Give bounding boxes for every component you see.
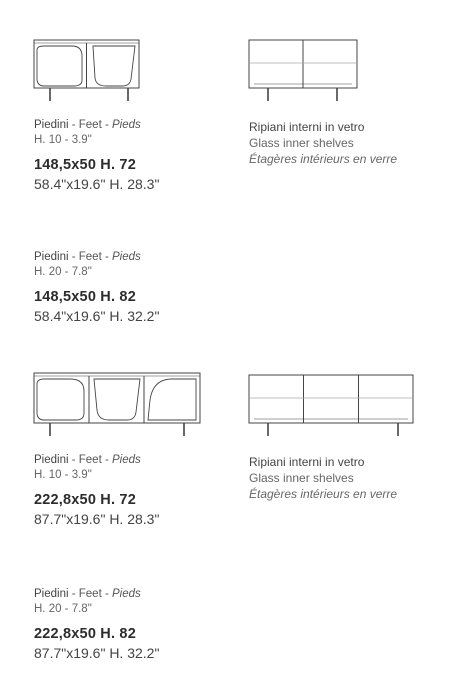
dimensions-cm: 148,5x50 H. 82 [34, 289, 136, 305]
shelves-label-it: Ripiani interni in vetro [249, 120, 365, 134]
shelves-label-en: Glass inner shelves [249, 471, 354, 485]
dimensions-inches: 58.4"x19.6" H. 28.3" [34, 176, 160, 192]
dimensions-cm: 222,8x50 H. 72 [34, 492, 136, 508]
feet-height: H. 10 - 3.9" [34, 134, 92, 146]
glass-shelves-note-1 [249, 119, 397, 167]
feet-height: H. 20 - 7.8" [34, 603, 92, 615]
dimensions-inches: 87.7"x19.6" H. 32.2" [34, 645, 160, 661]
dimensions-cm: 148,5x50 H. 72 [34, 157, 136, 173]
feet-label: Piedini - Feet - Pieds [34, 119, 141, 131]
spec-block-2 [34, 250, 159, 325]
dimensions-inches: 58.4"x19.6" H. 32.2" [34, 308, 160, 324]
dimensions-cm: 222,8x50 H. 82 [34, 626, 136, 642]
spec-block-4 [34, 587, 159, 662]
feet-label: Piedini - Feet - Pieds [34, 454, 141, 466]
glass-shelves-note-2 [249, 454, 397, 502]
dimensions-inches: 87.7"x19.6" H. 28.3" [34, 511, 160, 527]
shelves-label-fr: Étagères intérieurs en verre [249, 487, 398, 501]
spec-block-1 [34, 118, 159, 193]
shelves-label-it: Ripiani interni in vetro [249, 455, 365, 469]
spec-block-3 [34, 453, 159, 528]
feet-height: H. 20 - 7.8" [34, 266, 92, 278]
feet-height: H. 10 - 3.9" [34, 469, 92, 481]
feet-label: Piedini - Feet - Pieds [34, 588, 141, 600]
feet-label: Piedini - Feet - Pieds [34, 251, 141, 263]
shelves-label-en: Glass inner shelves [249, 136, 354, 150]
shelves-label-fr: Étagères intérieurs en verre [249, 152, 398, 166]
